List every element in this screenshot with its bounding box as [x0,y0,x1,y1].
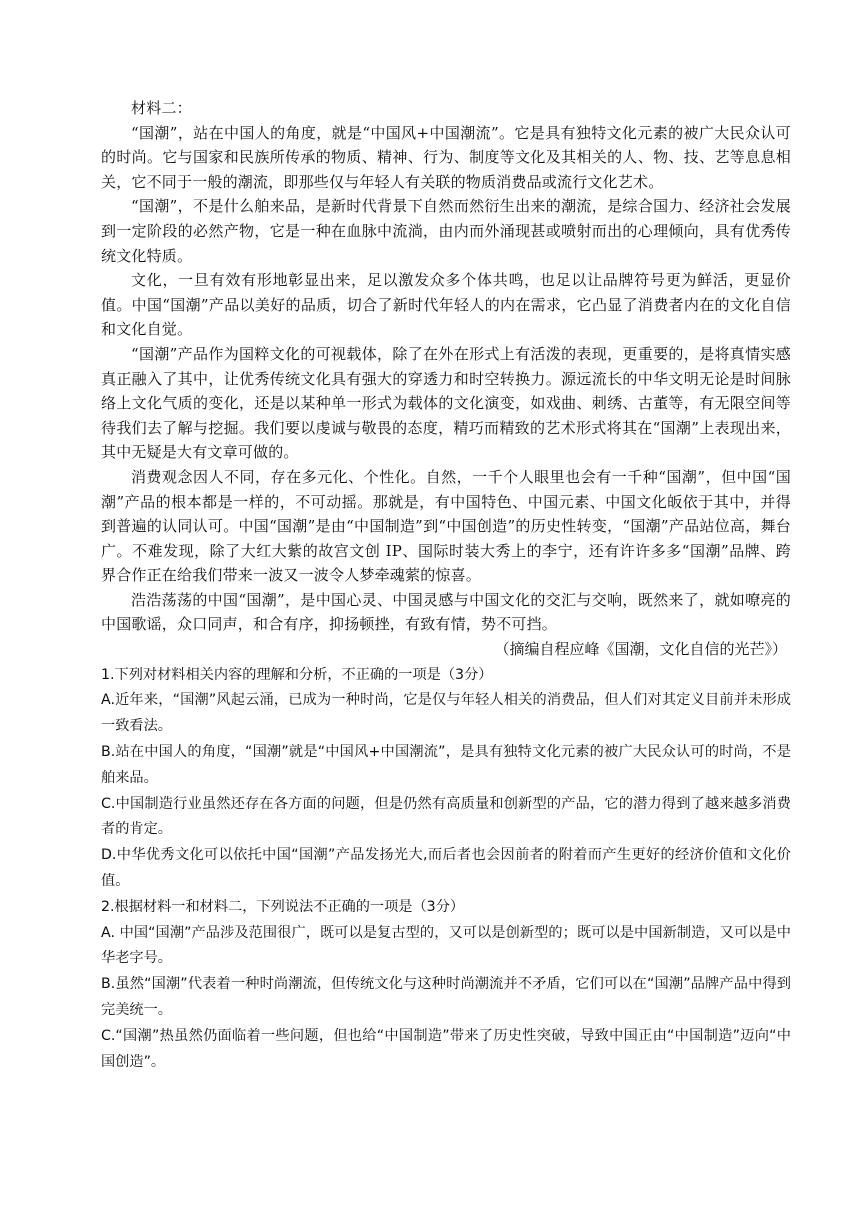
question-stem: 1.下列对材料相关内容的理解和分析，不正确的一项是（3分） [101,666,493,683]
question-1 [101,663,791,895]
option-b: B.虽然“国潮”代表着一种时尚潮流，但传统文化与这种时尚潮流并不矛盾，它们可以在“国潮”品牌产品中得到完美统一。 [101,976,791,1019]
option-b: B.站在中国人的角度，“国潮”就是“中国风+中国潮流”，是具有独特文化元素的被广大民众认可的时尚，不是舶来品。 [101,744,791,786]
option-a: A. 中国“国潮”产品涉及范围很广，既可以是复古型的，又可以是创新型的；既可以是中国新制造，又可以是中华老字号。 [101,924,791,967]
option-d: D.中华优秀文化可以依托中国“国潮”产品发扬光大,而后者也会因前者的附着而产生更好的经济价值和文化价值。 [101,847,791,890]
question-2 [101,895,791,1076]
option-a: A.近年来，“国潮”风起云涌，已成为一种时尚，它是仅与年轻人相关的消费品，但人们对其定义目前并未形成一致看法。 [101,692,791,735]
source-citation: （摘编自程应峰《国潮，文化自信的光芒》） [494,640,787,659]
paragraph: “国潮”产品作为国粹文化的可视载体，除了在外在形式上有活泼的表现，更重要的，是将真情实感真正融入了其中，让优秀传统文化具有强大的穿透力和时空转换力。源远流长的中华文明无论是时间脉络上文化气质的变化，还是以某种单一形式为载体的文化演变，如戏曲、刺绣、古董等，有无限空间等待我们去了解与挖掘。我们要以虔诚与敬畏的态度，精巧而精致的艺术形式将其在“国潮”上表现出来，其中无疑是大有文章可做的。 [101,344,791,462]
question-stem: 2.根据材料一和材料二，下列说法不正确的一项是（3分） [101,898,465,915]
material-heading: 材料二： [131,99,192,117]
document-body [101,96,791,1075]
option-c: C.中国制造行业虽然还存在各方面的问题，但是仍然有高质量和创新型的产品，它的潜力得到了越来越多消费者的肯定。 [101,795,791,838]
paragraph: 消费观念因人不同，存在多元化、个性化。自然，一千个人眼里也会有一千种“国潮”，但中国“国潮”产品的根本都是一样的，不可动摇。那就是，有中国特色、中国元素、中国文化皈依于其中，并得到普遍的认同认可。中国“国潮”是由“中国制造”到“中国创造”的历史性转变，“国潮”产品站位高，舞台广。不难发现，除了大红大紫的故宫文创 IP、国际时装大秀上的李宁，还有许许多多“国潮”品牌、跨界合作正在给我们带来一波又一波令人梦牵魂萦的惊喜。 [101,467,791,585]
paragraph: “国潮”，不是什么舶来品，是新时代背景下自然而然衍生出来的潮流，是综合国力、经济社会发展到一定阶段的必然产物，它是一种在血脉中流淌，由内而外涌现甚或喷射而出的心理倾向，具有优秀传统文化特质。 [101,197,791,265]
paragraph: 浩浩荡荡的中国“国潮”，是中国心灵、中国灵感与中国文化的交汇与交响，既然来了，就如嘹亮的中国歌谣，众口同声，和合有序，抑扬顿挫，有致有情，势不可挡。 [101,590,791,634]
paragraph: “国潮”，站在中国人的角度，就是“中国风+中国潮流”。它是具有独特文化元素的被广大民众认可的时尚。它与国家和民族所传承的物质、精神、行为、制度等文化及其相关的人、物、技、艺等息息相关，它不同于一般的潮流，即那些仅与年轻人有关联的物质消费品或流行文化艺术。 [101,123,791,191]
paragraph: 文化，一旦有效有形地彰显出来，足以激发众多个体共鸣，也足以让品牌符号更为鲜活，更显价值。中国“国潮”产品以美好的品质，切合了新时代年轻人的内在需求，它凸显了消费者内在的文化自信和文化自觉。 [101,271,791,339]
option-c: C.“国潮”热虽然仍面临着一些问题，但也给“中国制造”带来了历史性突破，导致中国正由“中国制造”迈向“中国创造”。 [101,1027,791,1070]
